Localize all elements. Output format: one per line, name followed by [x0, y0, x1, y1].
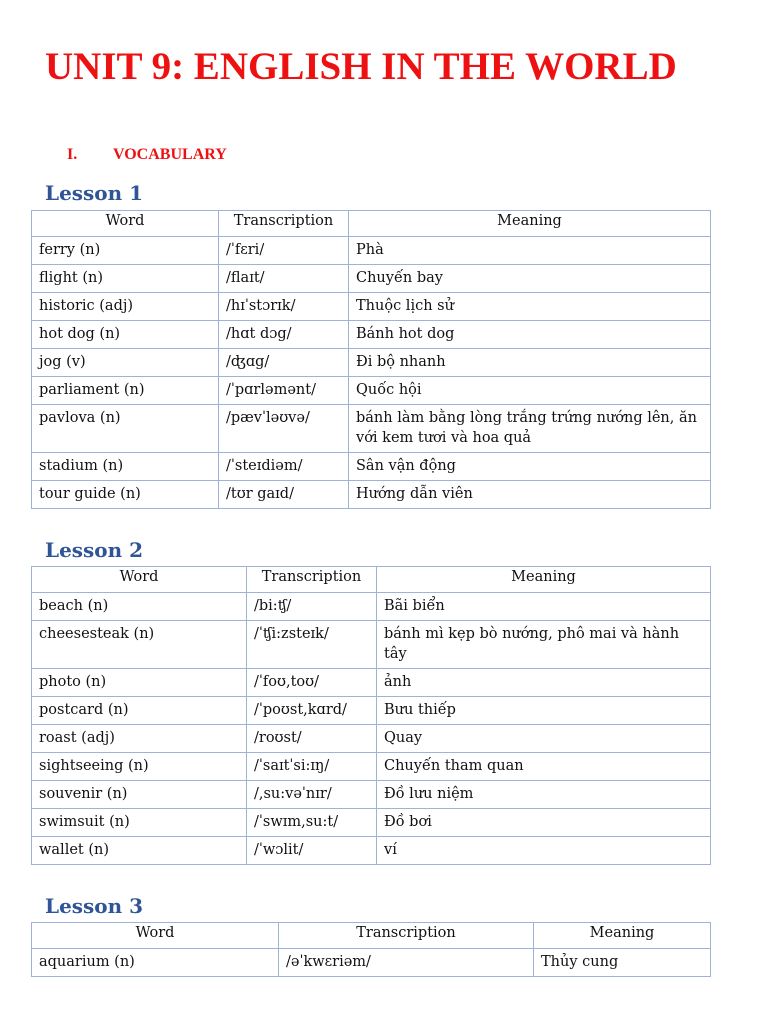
table-row [32, 405, 711, 453]
table-header-row [32, 211, 711, 237]
word-cell: sightseeing (n) [32, 753, 247, 781]
transcription-cell: /ˈpoʊst,kɑrd/ [247, 697, 377, 725]
table-row [32, 593, 711, 621]
table-header-row [32, 567, 711, 593]
transcription-cell: /roʊst/ [247, 725, 377, 753]
header-transcription: Transcription [247, 567, 377, 593]
word-cell: flight (n) [32, 265, 219, 293]
meaning-cell: Bãi biển [377, 593, 711, 621]
header-word: Word [32, 923, 279, 949]
meaning-cell: Đồ lưu niệm [377, 781, 711, 809]
table-row [32, 621, 711, 669]
word-cell: beach (n) [32, 593, 247, 621]
word-cell: roast (adj) [32, 725, 247, 753]
lesson-2-table [31, 566, 711, 865]
meaning-cell: Đi bộ nhanh [349, 349, 711, 377]
meaning-cell: Thuộc lịch sử [349, 293, 711, 321]
section-number: I. [67, 146, 78, 163]
unit-title: UNIT 9: ENGLISH IN THE WORLD [45, 45, 677, 88]
transcription-cell: /ˈfoʊ,toʊ/ [247, 669, 377, 697]
meaning-cell: ví [377, 837, 711, 865]
transcription-cell: /ˈswɪm,su:t/ [247, 809, 377, 837]
transcription-cell: /ˈpɑrləmənt/ [219, 377, 349, 405]
section-heading [67, 146, 227, 164]
word-cell: aquarium (n) [32, 949, 279, 977]
lesson-3-table [31, 922, 711, 977]
word-cell: wallet (n) [32, 837, 247, 865]
meaning-cell: Chuyến bay [349, 265, 711, 293]
table-row [32, 809, 711, 837]
transcription-cell: /flaɪt/ [219, 265, 349, 293]
header-transcription: Transcription [279, 923, 534, 949]
word-cell: pavlova (n) [32, 405, 219, 453]
table-row [32, 781, 711, 809]
meaning-cell: Phà [349, 237, 711, 265]
header-meaning: Meaning [534, 923, 711, 949]
transcription-cell: /tʊr gaɪd/ [219, 481, 349, 509]
word-cell: stadium (n) [32, 453, 219, 481]
meaning-cell: Bánh hot dog [349, 321, 711, 349]
word-cell: souvenir (n) [32, 781, 247, 809]
word-cell: postcard (n) [32, 697, 247, 725]
meaning-cell: Quốc hội [349, 377, 711, 405]
header-meaning: Meaning [349, 211, 711, 237]
header-meaning: Meaning [377, 567, 711, 593]
table-row [32, 237, 711, 265]
transcription-cell: /ˈʧi:zsteɪk/ [247, 621, 377, 669]
table-row [32, 697, 711, 725]
transcription-cell: /əˈkwɛriəm/ [279, 949, 534, 977]
meaning-cell: bánh làm bằng lòng trắng trứng nướng lên, ăn với kem tươi và hoa quả [349, 405, 711, 453]
transcription-cell: /ˈsaɪtˈsi:ɪŋ/ [247, 753, 377, 781]
word-cell: tour guide (n) [32, 481, 219, 509]
meaning-cell: Hướng dẫn viên [349, 481, 711, 509]
meaning-cell: Đồ bơi [377, 809, 711, 837]
meaning-cell: Thủy cung [534, 949, 711, 977]
lesson-3-heading: Lesson 3 [45, 894, 144, 918]
transcription-cell: /ˈsteɪdiəm/ [219, 453, 349, 481]
meaning-cell: ảnh [377, 669, 711, 697]
lesson-1-table [31, 210, 711, 509]
table-row [32, 481, 711, 509]
word-cell: parliament (n) [32, 377, 219, 405]
lesson-3-rows [32, 949, 711, 977]
header-word: Word [32, 567, 247, 593]
table-row [32, 265, 711, 293]
table-row [32, 725, 711, 753]
header-transcription: Transcription [219, 211, 349, 237]
table-row [32, 349, 711, 377]
table-header-row [32, 923, 711, 949]
table-row [32, 293, 711, 321]
lesson-2-rows [32, 593, 711, 865]
word-cell: ferry (n) [32, 237, 219, 265]
meaning-cell: bánh mì kẹp bò nướng, phô mai và hành tây [377, 621, 711, 669]
section-label: VOCABULARY [113, 146, 227, 163]
transcription-cell: /ˈwɔlit/ [247, 837, 377, 865]
meaning-cell: Quay [377, 725, 711, 753]
table-row [32, 669, 711, 697]
meaning-cell: Bưu thiếp [377, 697, 711, 725]
transcription-cell: /pævˈləʊvə/ [219, 405, 349, 453]
word-cell: historic (adj) [32, 293, 219, 321]
transcription-cell: /ʤɑg/ [219, 349, 349, 377]
word-cell: swimsuit (n) [32, 809, 247, 837]
transcription-cell: /,su:vəˈnɪr/ [247, 781, 377, 809]
header-word: Word [32, 211, 219, 237]
table-row [32, 321, 711, 349]
meaning-cell: Chuyến tham quan [377, 753, 711, 781]
word-cell: hot dog (n) [32, 321, 219, 349]
word-cell: jog (v) [32, 349, 219, 377]
lesson-2-heading: Lesson 2 [45, 538, 144, 562]
table-row [32, 453, 711, 481]
table-row [32, 949, 711, 977]
transcription-cell: /hɪˈstɔrɪk/ [219, 293, 349, 321]
table-row [32, 753, 711, 781]
transcription-cell: /bi:ʧ/ [247, 593, 377, 621]
transcription-cell: /ˈfɛri/ [219, 237, 349, 265]
lesson-1-rows [32, 237, 711, 509]
lesson-1-heading: Lesson 1 [45, 181, 144, 205]
word-cell: cheesesteak (n) [32, 621, 247, 669]
table-row [32, 837, 711, 865]
meaning-cell: Sân vận động [349, 453, 711, 481]
table-row [32, 377, 711, 405]
transcription-cell: /hɑt dɔg/ [219, 321, 349, 349]
word-cell: photo (n) [32, 669, 247, 697]
